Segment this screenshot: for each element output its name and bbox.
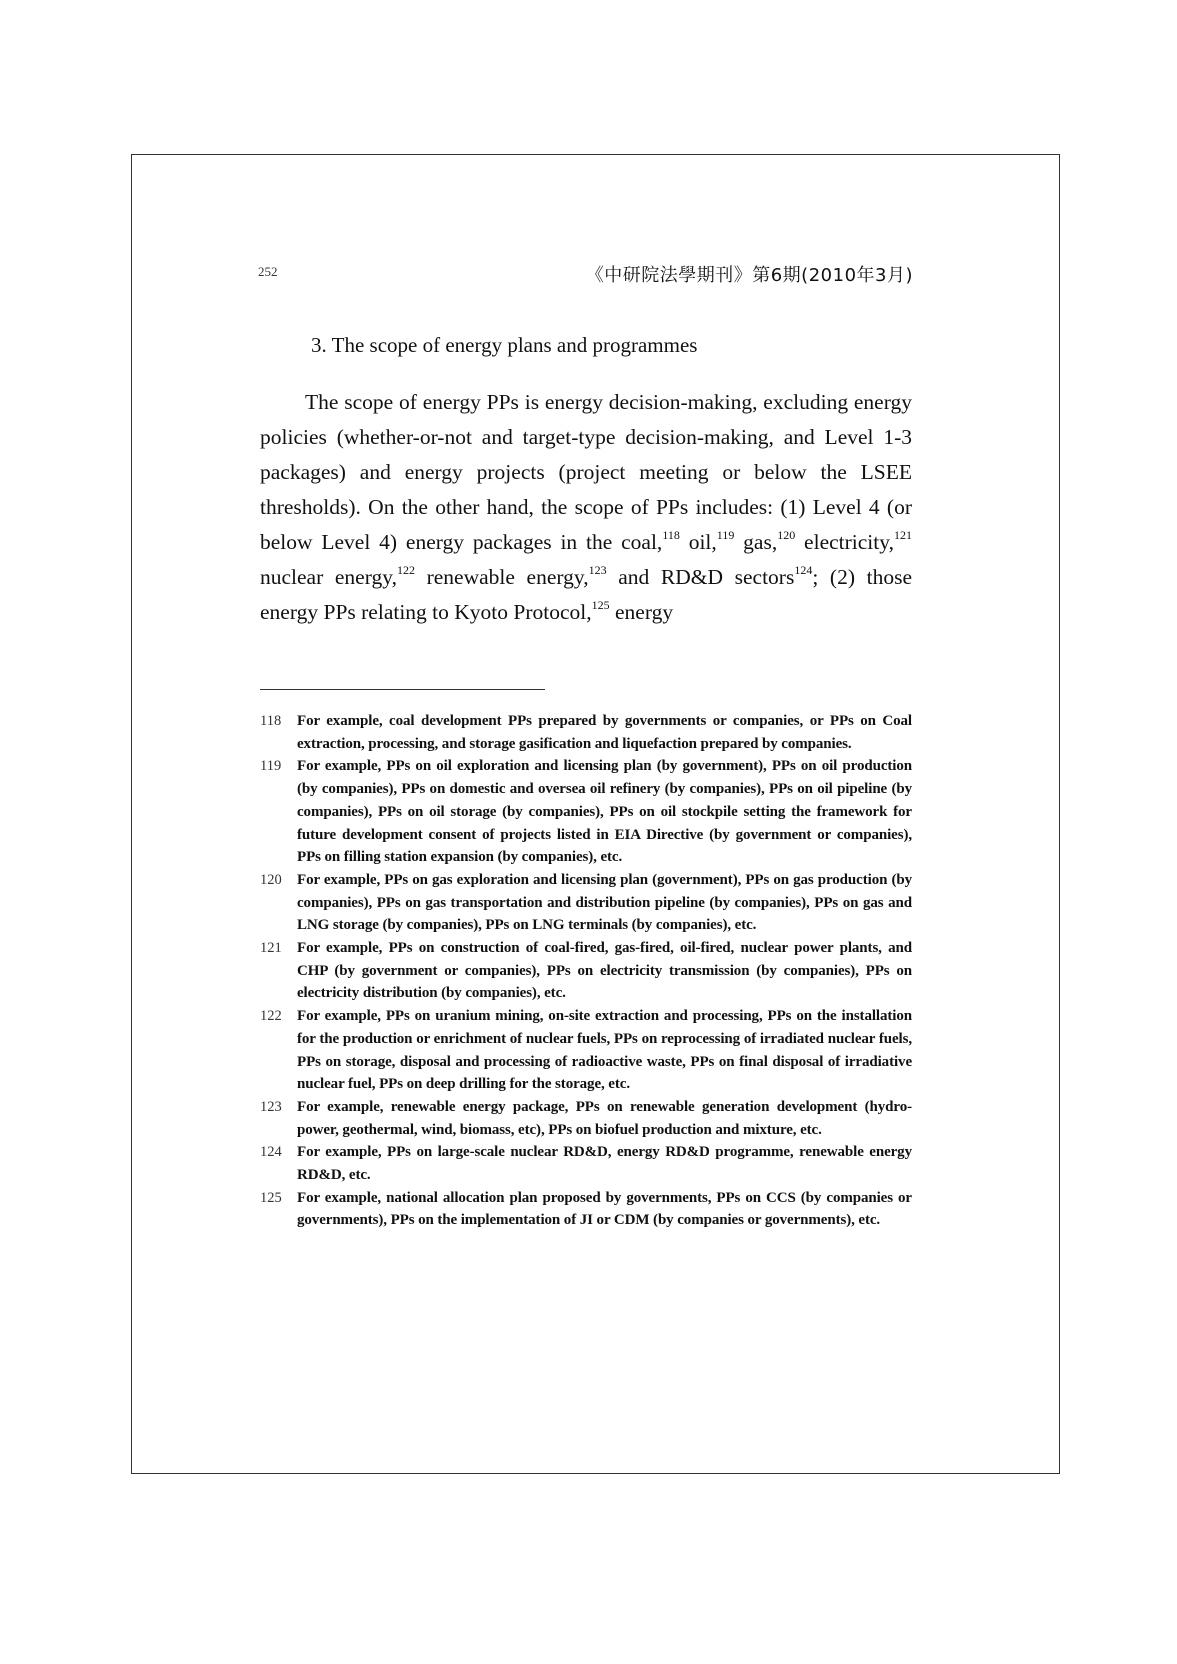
footnote-text: For example, renewable energy package, PPs on renewable generation development (hydro-power, geothermal, wind, biomass, etc), PPs on biofuel production and mixture, etc. (297, 1098, 912, 1138)
footnote-number: 119 (260, 758, 282, 775)
page-number: 252 (258, 264, 278, 279)
footnote-ref[interactable]: 124 (794, 563, 813, 577)
footnote-124 (260, 1141, 912, 1186)
footnote-number: 122 (260, 1008, 282, 1025)
body-paragraph (260, 385, 912, 630)
footnote-text: For example, PPs on gas exploration and licensing plan (government), PPs on gas production (by companies), PPs on gas transportation and distribution pipeline (by companies), PPs on gas and LNG storage (by companies), PPs on LNG terminals (by companies), etc. (297, 871, 912, 934)
footnote-ref[interactable]: 122 (396, 563, 415, 577)
footnote-text: For example, PPs on construction of coal-fired, gas-fired, oil-fired, nuclear power plants, and CHP (by government or companies), PPs on electricity transmission (by companies), PPs on electricity distribution (by companies), etc. (297, 940, 912, 1002)
body-text: energy (609, 600, 674, 624)
footnote-ref[interactable]: 119 (716, 528, 735, 542)
footnote-118 (260, 710, 912, 755)
footnote-text: For example, PPs on large-scale nuclear RD&D, energy RD&D programme, renewable energy RD&D, etc. (297, 1144, 912, 1184)
body-text: ; (2) those energy PPs relating to Kyoto Protocol, (260, 565, 912, 624)
body-text: nuclear energy, (260, 565, 397, 589)
footnote-number: 120 (260, 871, 282, 888)
body-text: electricity, (795, 530, 894, 554)
footnotes (260, 710, 912, 1232)
footnote-text: For example, PPs on oil exploration and licensing plan (by government), PPs on oil production (by companies), PPs on domestic and oversea oil refinery (by companies), PPs on oil pipeline (by companies), PPs on oil storage (by companies), PPs on oil stockpile setting the framework for future development consent of projects listed in EIA Directive (by government or companies), PPs on filling station expansion (by companies), etc. (297, 758, 912, 866)
footnote-120 (260, 869, 912, 937)
body-text: The scope of energy PPs is energy decision-making, excluding energy policies (whether-or-not and target-type decision-making, and Level 1-3 packages) and energy projects (project meeting or below the LSEE thresholds). On the other hand, the scope of PPs includes: (1) Level 4 (or below Level 4) energy packages in the coal, (260, 390, 912, 554)
footnote-125 (260, 1187, 912, 1232)
footnote-text: For example, national allocation plan proposed by governments, PPs on CCS (by companies or governments), PPs on the implementation of JI or CDM (by companies or governments), etc. (297, 1189, 912, 1229)
body-text: oil, (679, 530, 717, 554)
footnote-number: 123 (260, 1098, 282, 1115)
footnote-number: 124 (260, 1144, 282, 1161)
footnote-ref[interactable]: 125 (591, 598, 610, 612)
footnote-122 (260, 1005, 912, 1096)
footnote-ref[interactable]: 121 (893, 528, 912, 542)
footnote-text: For example, coal development PPs prepared by governments or companies, or PPs on Coal extraction, processing, and storage gasification and liquefaction prepared by companies. (297, 713, 912, 752)
footnote-number: 125 (260, 1189, 282, 1206)
footnote-119 (260, 755, 912, 869)
footnote-ref[interactable]: 118 (662, 528, 680, 542)
footnote-number: 118 (260, 713, 282, 729)
body-text: renewable energy, (414, 565, 589, 589)
footnote-121 (260, 937, 912, 1005)
body-text: and RD&D sectors (606, 565, 795, 589)
footnote-ref[interactable]: 123 (588, 563, 607, 577)
footnote-ref[interactable]: 120 (777, 528, 796, 542)
footnote-text: For example, PPs on uranium mining, on-site extraction and processing, PPs on the installation for the production or enrichment of nuclear fuels, PPs on reprocessing of irradiated nuclear fuels, PPs on storage, disposal and processing of radioactive waste, PPs on final disposal of irradiative nuclear fuel, PPs on deep drilling for the storage, etc. (297, 1008, 912, 1093)
section-heading: 3. The scope of energy plans and programmes (311, 333, 698, 357)
footnote-separator (260, 689, 545, 690)
body-text: gas, (734, 530, 778, 554)
footnote-number: 121 (260, 940, 282, 957)
running-head: 《中研院法學期刊》第6期(2010年3月) (585, 265, 913, 286)
footnote-123 (260, 1096, 912, 1141)
